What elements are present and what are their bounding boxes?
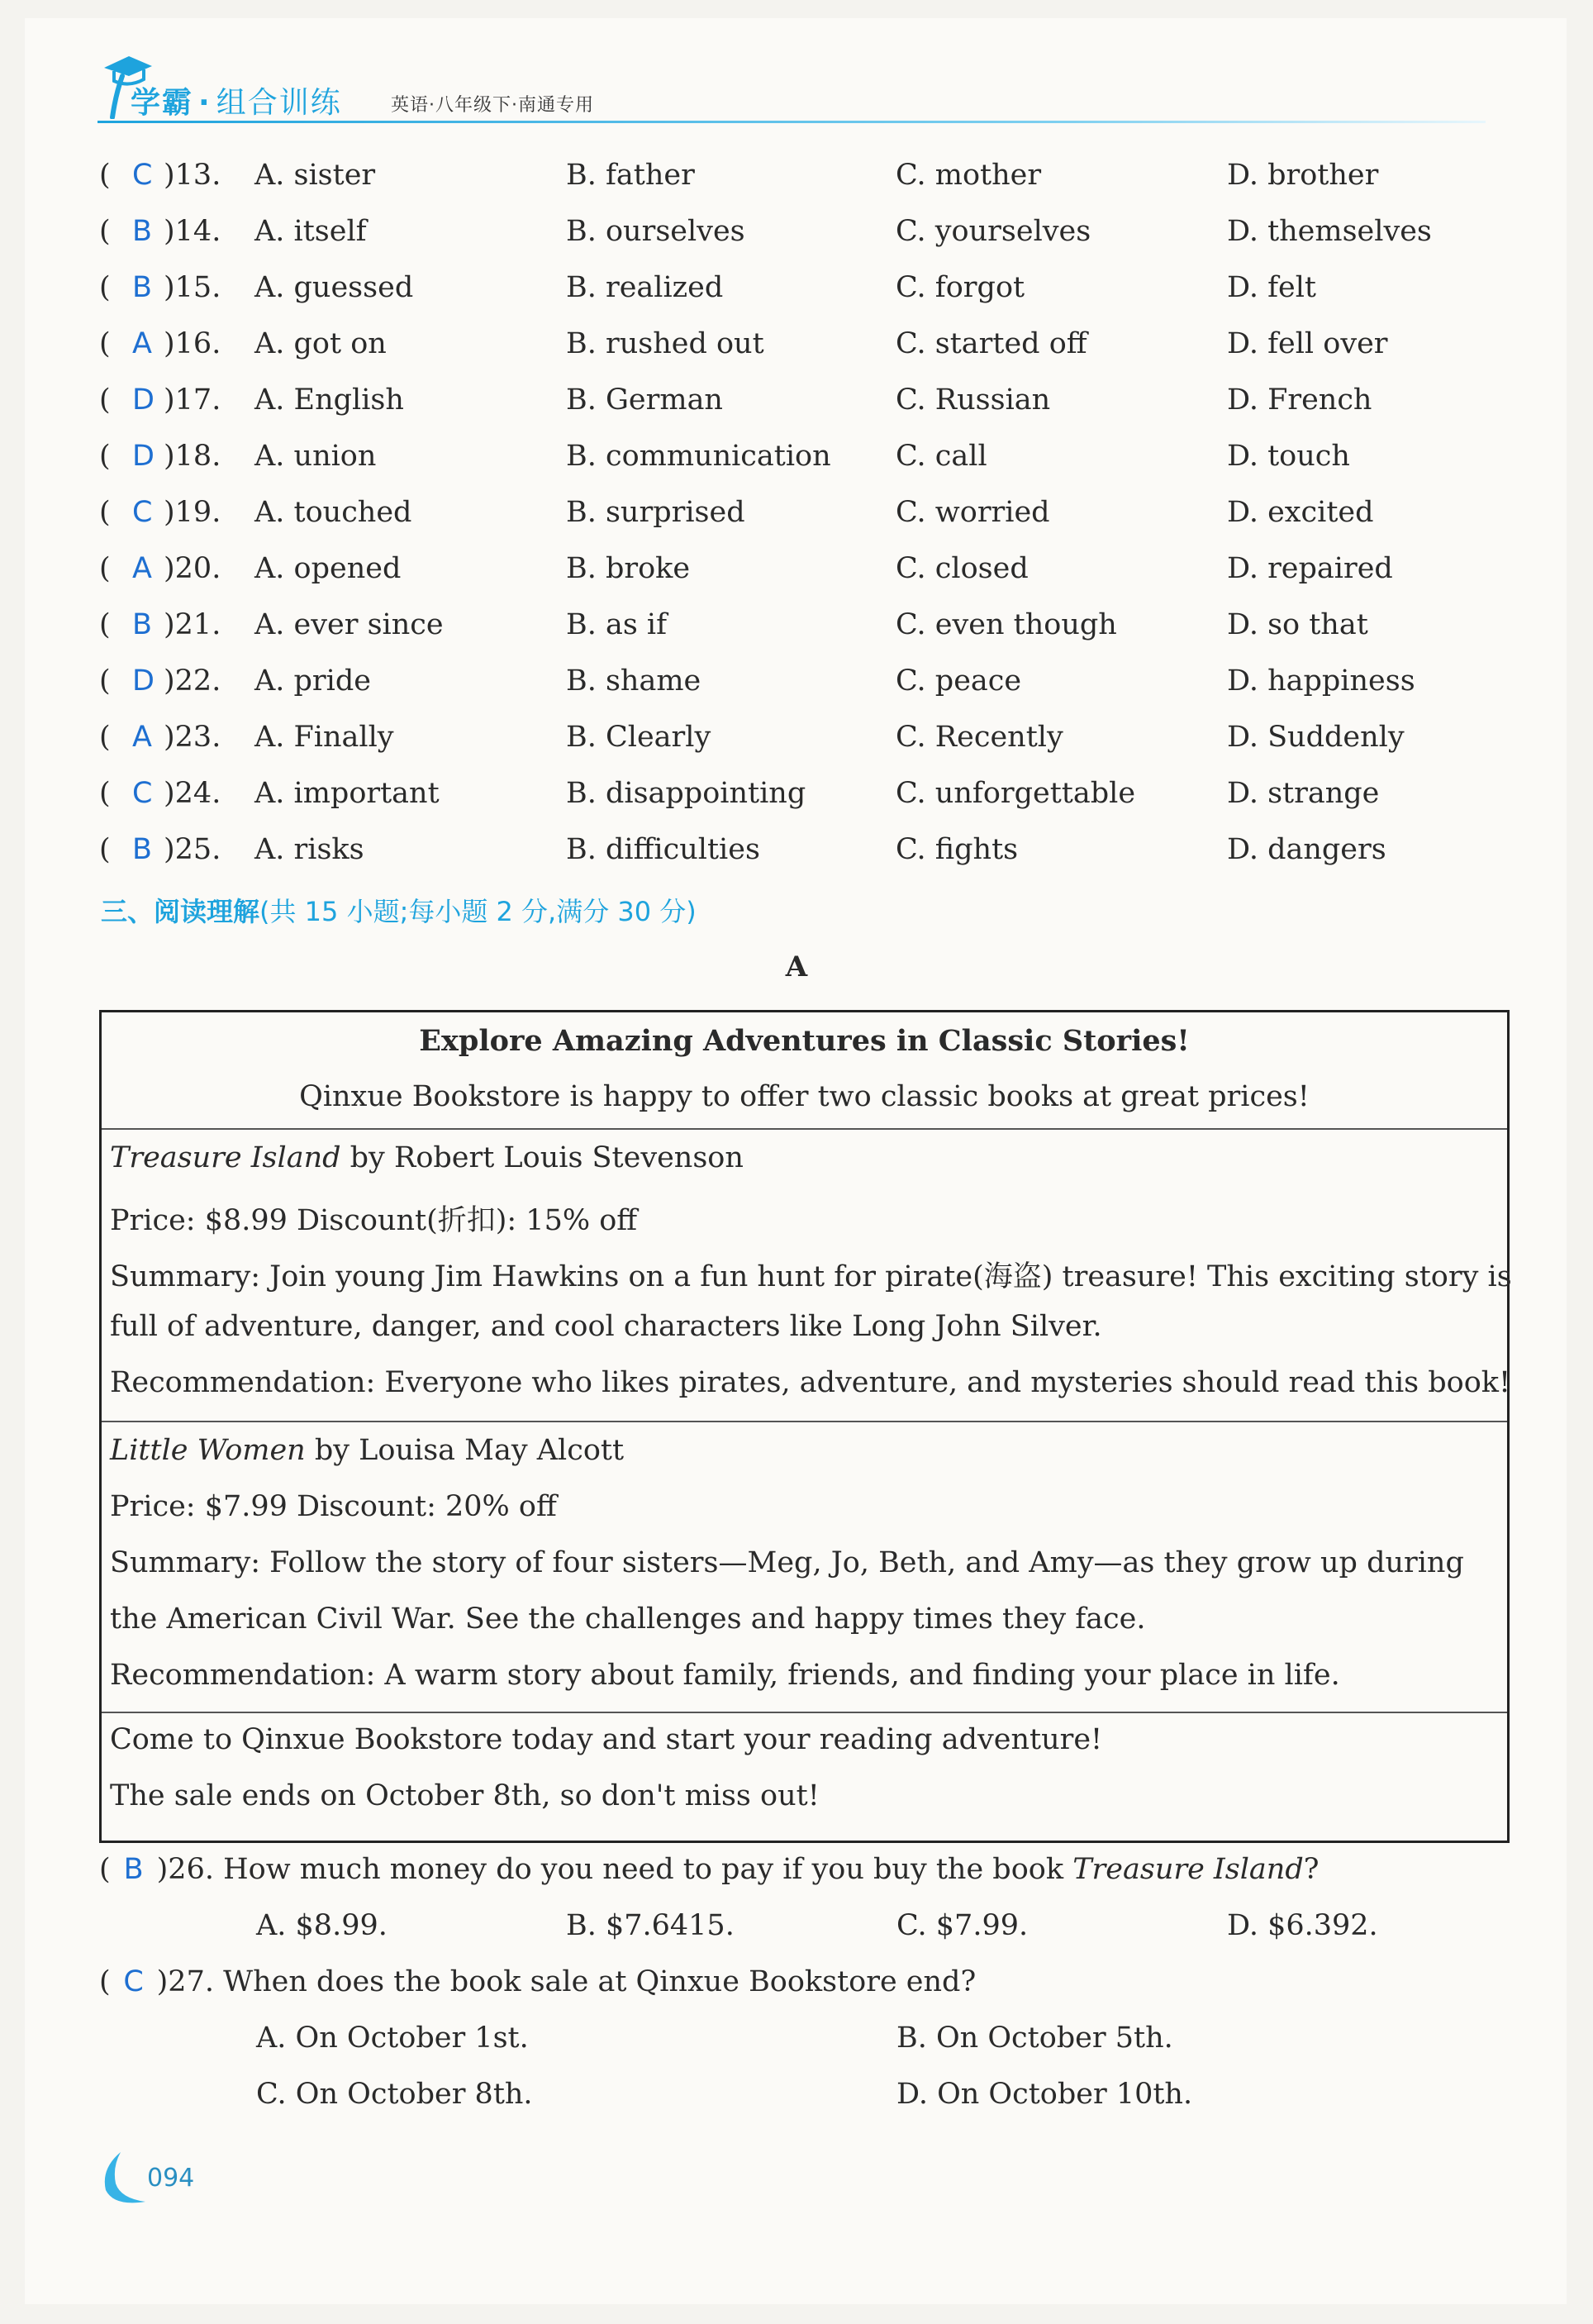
q26-option-d: D. $6.392. [1227, 1909, 1378, 1942]
cloze-row [99, 833, 1504, 881]
cloze-row [99, 664, 1504, 712]
option-d: D. French [1227, 383, 1372, 417]
open-paren: ( [99, 383, 111, 417]
option-b: B. as if [566, 608, 668, 641]
open-paren: ( [99, 721, 111, 754]
q26-option-b: B. $7.6415. [566, 1909, 735, 1942]
section-title: 三、阅读理解(共 15 小题;每小题 2 分,满分 30 分) [101, 896, 697, 927]
open-paren: ( [99, 271, 111, 304]
answer-letter: D [132, 440, 155, 473]
question-number: )25. [164, 833, 221, 866]
question-number: )14. [164, 215, 221, 248]
cloze-row [99, 383, 1504, 431]
ad-header [102, 1012, 1507, 1130]
open-paren: ( [99, 552, 111, 585]
answer-letter: A [132, 552, 152, 585]
book2-block [102, 1422, 1507, 1713]
option-b: B. broke [566, 552, 691, 585]
question-number: )16. [164, 327, 221, 360]
question-number: )24. [164, 777, 221, 810]
ad-headline: Explore Amazing Adventures in Classic Stories! [419, 1024, 1190, 1058]
q26-answer: B [123, 1853, 144, 1886]
book2-price: Price: $7.99 Discount: 20% off [110, 1490, 557, 1523]
question-number: )13. [164, 159, 221, 192]
open-paren: ( [99, 777, 111, 810]
book2-summary-2: the American Civil War. See the challenges and happy times they face. [110, 1603, 1146, 1636]
answer-letter: C [132, 159, 153, 192]
book1-title-line [110, 1141, 744, 1174]
q27-option-d: D. On October 10th. [896, 2078, 1193, 2111]
answer-letter: D [132, 664, 155, 698]
option-b: B. ourselves [566, 215, 745, 248]
answer-letter: B [132, 215, 153, 248]
cloze-row [99, 327, 1504, 375]
option-b: B. shame [566, 664, 701, 698]
answer-letter: B [132, 271, 153, 304]
question-27: ( C )27. When does the book sale at Qinxue Bookstore end? [99, 1965, 977, 1998]
question-26: ( B )26. How much money do you need to pay if you buy the book Treasure Island? [99, 1853, 1320, 1886]
question-number: )15. [164, 271, 221, 304]
q27-option-b: B. On October 5th. [896, 2022, 1173, 2055]
q27-option-a: A. On October 1st. [256, 2022, 529, 2055]
cloze-row [99, 271, 1504, 319]
option-a: A. English [254, 383, 404, 417]
option-b: B. rushed out [566, 327, 764, 360]
question-number: )18. [164, 440, 221, 473]
option-d: D. felt [1227, 271, 1316, 304]
cloze-row [99, 552, 1504, 600]
cloze-row [99, 440, 1504, 488]
option-c: C. started off [896, 327, 1087, 360]
option-a: A. union [254, 440, 377, 473]
option-a: A. sister [254, 159, 376, 192]
option-b: B. surprised [566, 496, 745, 529]
option-c: C. Russian [896, 383, 1051, 417]
q27-answer: C [123, 1965, 144, 1998]
option-b: B. German [566, 383, 723, 417]
book1-price: Price: $8.99 Discount(折扣): 15% off [110, 1204, 638, 1237]
option-d: D. happiness [1227, 664, 1415, 698]
brand-title: 学霸 · 组合训练 [131, 86, 342, 120]
option-a: A. guessed [254, 271, 414, 304]
ad-closing [102, 1713, 1507, 1841]
question-number: )19. [164, 496, 221, 529]
passage-label: A [785, 950, 808, 983]
option-d: D. brother [1227, 159, 1379, 192]
question-number: )17. [164, 383, 221, 417]
cloze-row [99, 496, 1504, 544]
cloze-row [99, 777, 1504, 825]
book2-title: Little Women [110, 1434, 306, 1467]
option-c: C. forgot [896, 271, 1025, 304]
book2-summary-1: Summary: Follow the story of four sisters—Meg, Jo, Beth, and Amy—as they grow up during [110, 1546, 1464, 1579]
cloze-row [99, 159, 1504, 207]
page-number-badge [96, 2149, 203, 2207]
option-c: C. fights [896, 833, 1019, 866]
answer-letter: B [132, 833, 153, 866]
option-b: B. realized [566, 271, 724, 304]
option-a: A. ever since [254, 608, 444, 641]
open-paren: ( [99, 440, 111, 473]
open-paren: ( [99, 327, 111, 360]
option-c: C. closed [896, 552, 1029, 585]
option-c: C. Recently [896, 721, 1063, 754]
open-paren: ( [99, 833, 111, 866]
book1-author: by Robert Louis Stevenson [340, 1141, 744, 1174]
answer-letter: C [132, 496, 153, 529]
q27-option-c: C. On October 8th. [256, 2078, 533, 2111]
answer-letter: B [132, 608, 153, 641]
book1-title: Treasure Island [110, 1141, 341, 1174]
question-number: )21. [164, 608, 221, 641]
option-c: C. peace [896, 664, 1022, 698]
option-a: A. important [254, 777, 440, 810]
open-paren: ( [99, 608, 111, 641]
book2-title-line [110, 1434, 624, 1467]
book2-recommendation: Recommendation: A warm story about family, friends, and finding your place in life. [110, 1659, 1340, 1692]
option-d: D. fell over [1227, 327, 1388, 360]
option-d: D. dangers [1227, 833, 1386, 866]
option-c: C. mother [896, 159, 1042, 192]
option-c: C. even though [896, 608, 1117, 641]
option-d: D. repaired [1227, 552, 1393, 585]
cloze-row [99, 608, 1504, 656]
option-a: A. got on [254, 327, 387, 360]
book2-author: by Louisa May Alcott [305, 1434, 625, 1467]
option-b: B. disappointing [566, 777, 806, 810]
cloze-row [99, 721, 1504, 769]
option-b: B. Clearly [566, 721, 711, 754]
option-a: A. opened [254, 552, 402, 585]
book1-summary-2: full of adventure, danger, and cool characters like Long John Silver. [110, 1310, 1102, 1343]
option-a: A. risks [254, 833, 364, 866]
option-a: A. itself [254, 215, 367, 248]
book1-block [102, 1130, 1512, 1422]
answer-letter: D [132, 383, 155, 417]
q26-option-a: A. $8.99. [256, 1909, 388, 1942]
answer-letter: A [132, 721, 152, 754]
option-a: A. pride [254, 664, 371, 698]
answer-letter: C [132, 777, 153, 810]
option-a: A. Finally [254, 721, 394, 754]
ad-intro: Qinxue Bookstore is happy to offer two classic books at great prices! [299, 1080, 1310, 1113]
book-subtitle: 英语·八年级下·南通专用 [391, 95, 594, 116]
brand-series: 组合训练 [216, 86, 342, 120]
book1-recommendation: Recommendation: Everyone who likes pirates, adventure, and mysteries should read this book! [110, 1366, 1511, 1399]
option-c: C. yourselves [896, 215, 1091, 248]
q26-option-c: C. $7.99. [896, 1909, 1029, 1942]
open-paren: ( [99, 664, 111, 698]
option-c: C. unforgettable [896, 777, 1136, 810]
option-d: D. touch [1227, 440, 1350, 473]
open-paren: ( [99, 159, 111, 192]
question-number: )20. [164, 552, 221, 585]
cloze-row [99, 215, 1504, 263]
option-c: C. worried [896, 496, 1050, 529]
option-b: B. difficulties [566, 833, 760, 866]
option-d: D. so that [1227, 608, 1368, 641]
page-header [97, 48, 1486, 124]
question-number: )23. [164, 721, 221, 754]
option-c: C. call [896, 440, 987, 473]
page-number: 094 [147, 2164, 195, 2193]
ad-closing-1: Come to Qinxue Bookstore today and start your reading adventure! [110, 1723, 1103, 1756]
brand-name: 学霸 [131, 86, 194, 120]
option-a: A. touched [254, 496, 412, 529]
option-b: B. father [566, 159, 695, 192]
question-number: )22. [164, 664, 221, 698]
bookstore-ad-box [99, 1010, 1510, 1843]
answer-letter: A [132, 327, 152, 360]
open-paren: ( [99, 215, 111, 248]
option-b: B. communication [566, 440, 831, 473]
option-d: D. themselves [1227, 215, 1432, 248]
ad-closing-2: The sale ends on October 8th, so don't miss out! [110, 1779, 820, 1812]
book1-summary-1: Summary: Join young Jim Hawkins on a fun hunt for pirate(海盗) treasure! This exciting story is [110, 1260, 1512, 1293]
header-divider [97, 121, 1486, 123]
open-paren: ( [99, 496, 111, 529]
option-d: D. strange [1227, 777, 1380, 810]
option-d: D. excited [1227, 496, 1374, 529]
option-d: D. Suddenly [1227, 721, 1405, 754]
